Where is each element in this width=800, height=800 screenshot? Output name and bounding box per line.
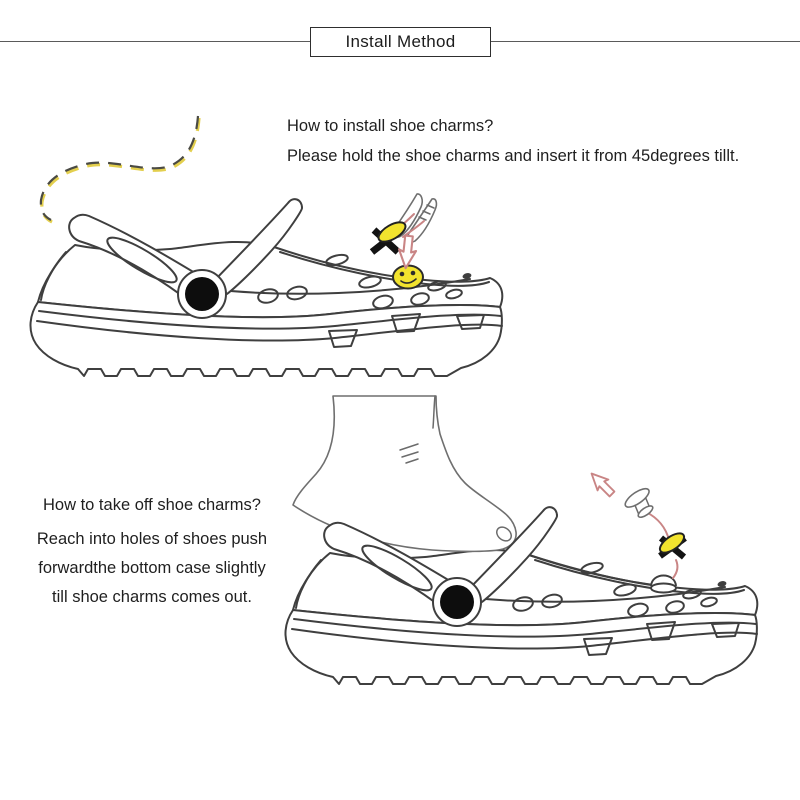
install-illustration bbox=[30, 116, 502, 376]
remove-up-left-arrow-icon bbox=[586, 468, 617, 499]
install-heading: How to install shoe charms? bbox=[287, 117, 494, 135]
remove-line-3: till shoe charms comes out. bbox=[52, 588, 252, 606]
remove-line-1: Reach into holes of shoes push bbox=[36, 530, 268, 548]
remove-illustration bbox=[285, 396, 757, 684]
page-title: Install Method bbox=[345, 32, 456, 51]
install-body: Please hold the shoe charms and insert it from 45degrees tillt. bbox=[287, 147, 740, 165]
smiley-charm-icon bbox=[393, 266, 423, 289]
charm-popping-out bbox=[586, 468, 687, 578]
remove-heading: How to take off shoe charms? bbox=[43, 496, 261, 514]
yellow-charm bbox=[657, 530, 687, 557]
remove-shoe bbox=[285, 550, 757, 684]
install-shoe bbox=[30, 199, 502, 376]
dashed-squiggle bbox=[41, 116, 199, 222]
remove-line-2: forwardthe bottom case slightly bbox=[38, 559, 266, 577]
